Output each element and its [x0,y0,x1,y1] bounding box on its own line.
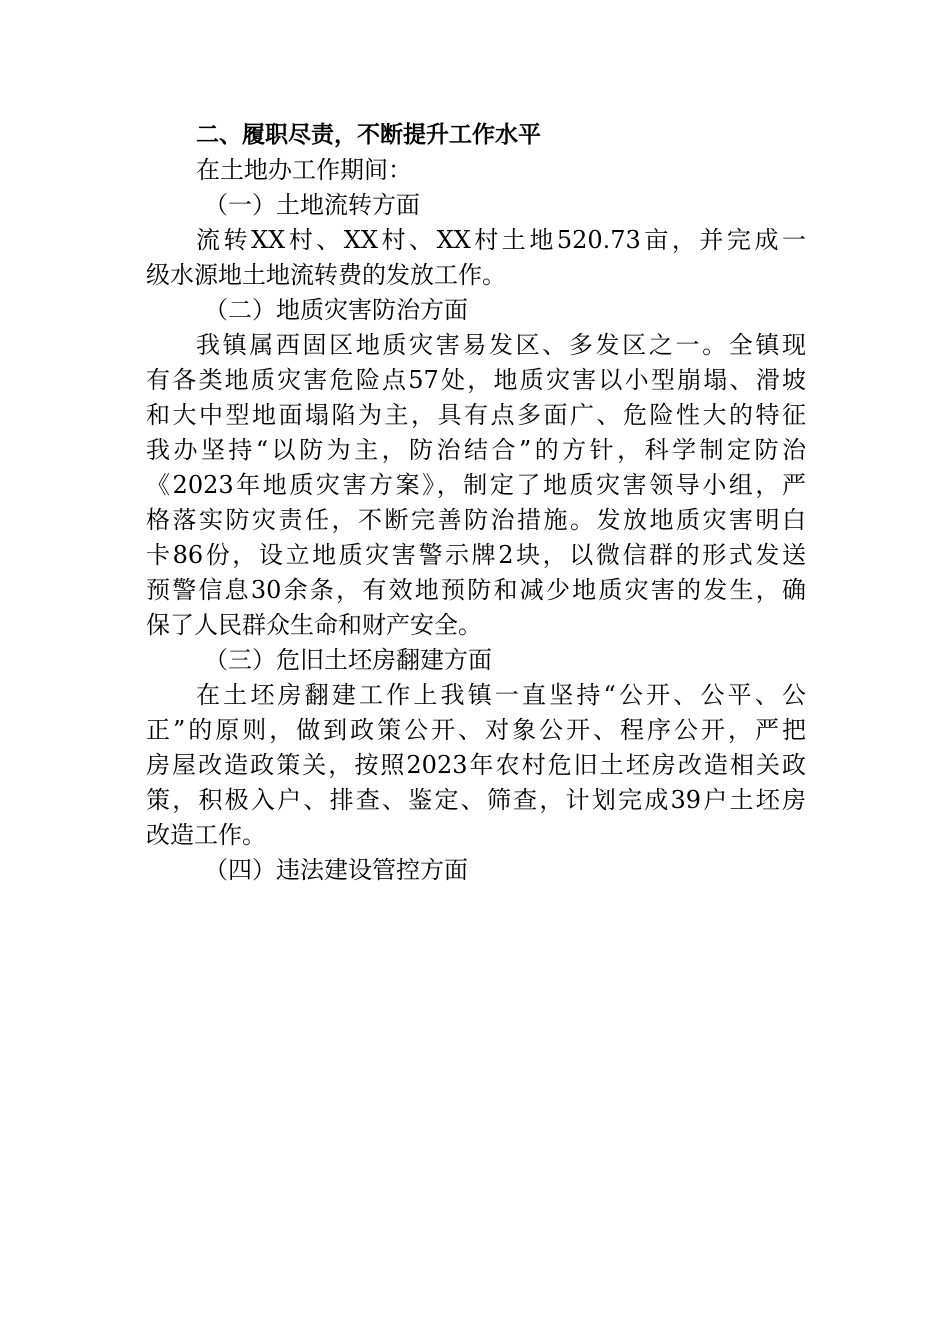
paragraph-line: 级水源地土地流转费的发放工作。 [146,261,506,289]
subsection-title-adobe-house: （三）危旧土坯房翻建方面 [204,646,492,674]
subsection-title-illegal-construction: （四）违法建设管控方面 [204,856,468,884]
paragraph-line: 我镇属西固区地质灾害易发区、多发区之一。全镇现 [196,331,806,359]
subsection-title-land-transfer: （一）土地流转方面 [204,191,420,219]
paragraph-line: 正”的原则，做到政策公开、对象公开、程序公开，严把 [146,716,806,744]
paragraph-line: 保了人民群众生命和财产安全。 [146,611,482,639]
paragraph-line: 预警信息30余条，有效地预防和减少地质灾害的发生，确 [146,576,806,604]
paragraph-line: 房屋改造政策关，按照2023年农村危旧土坯房改造相关政 [146,751,806,779]
paragraph-line: 策，积极入户、排查、鉴定、筛查，计划完成39户土坯房 [146,786,806,814]
document-body [146,118,806,888]
subsection-title-geological-hazard: （二）地质灾害防治方面 [204,296,468,324]
paragraph-line: 格落实防灾责任，不断完善防治措施。发放地质灾害明白 [146,506,806,534]
paragraph-line: 卡86份，设立地质灾害警示牌2块，以微信群的形式发送 [146,541,806,569]
paragraph-line: 《2023年地质灾害方案》，制定了地质灾害领导小组，严 [146,471,806,499]
intro-paragraph: 在土地办工作期间： [196,156,412,184]
paragraph-line: 在土坯房翻建工作上我镇一直坚持“公开、公平、公 [196,681,806,709]
paragraph-line: 有各类地质灾害危险点57处，地质灾害以小型崩塌、滑坡 [146,366,806,394]
paragraph-line: 和大中型地面塌陷为主，具有点多面广、危险性大的特征 [146,401,806,429]
paragraph-line: 改造工作。 [146,821,266,849]
paragraph-line: 流转XX村、XX村、XX村土地520.73亩，并完成一 [196,226,806,254]
section-heading: 二、履职尽责，不断提升工作水平 [196,122,541,148]
paragraph-line: 我办坚持“以防为主，防治结合”的方针，科学制定防治 [146,436,806,464]
